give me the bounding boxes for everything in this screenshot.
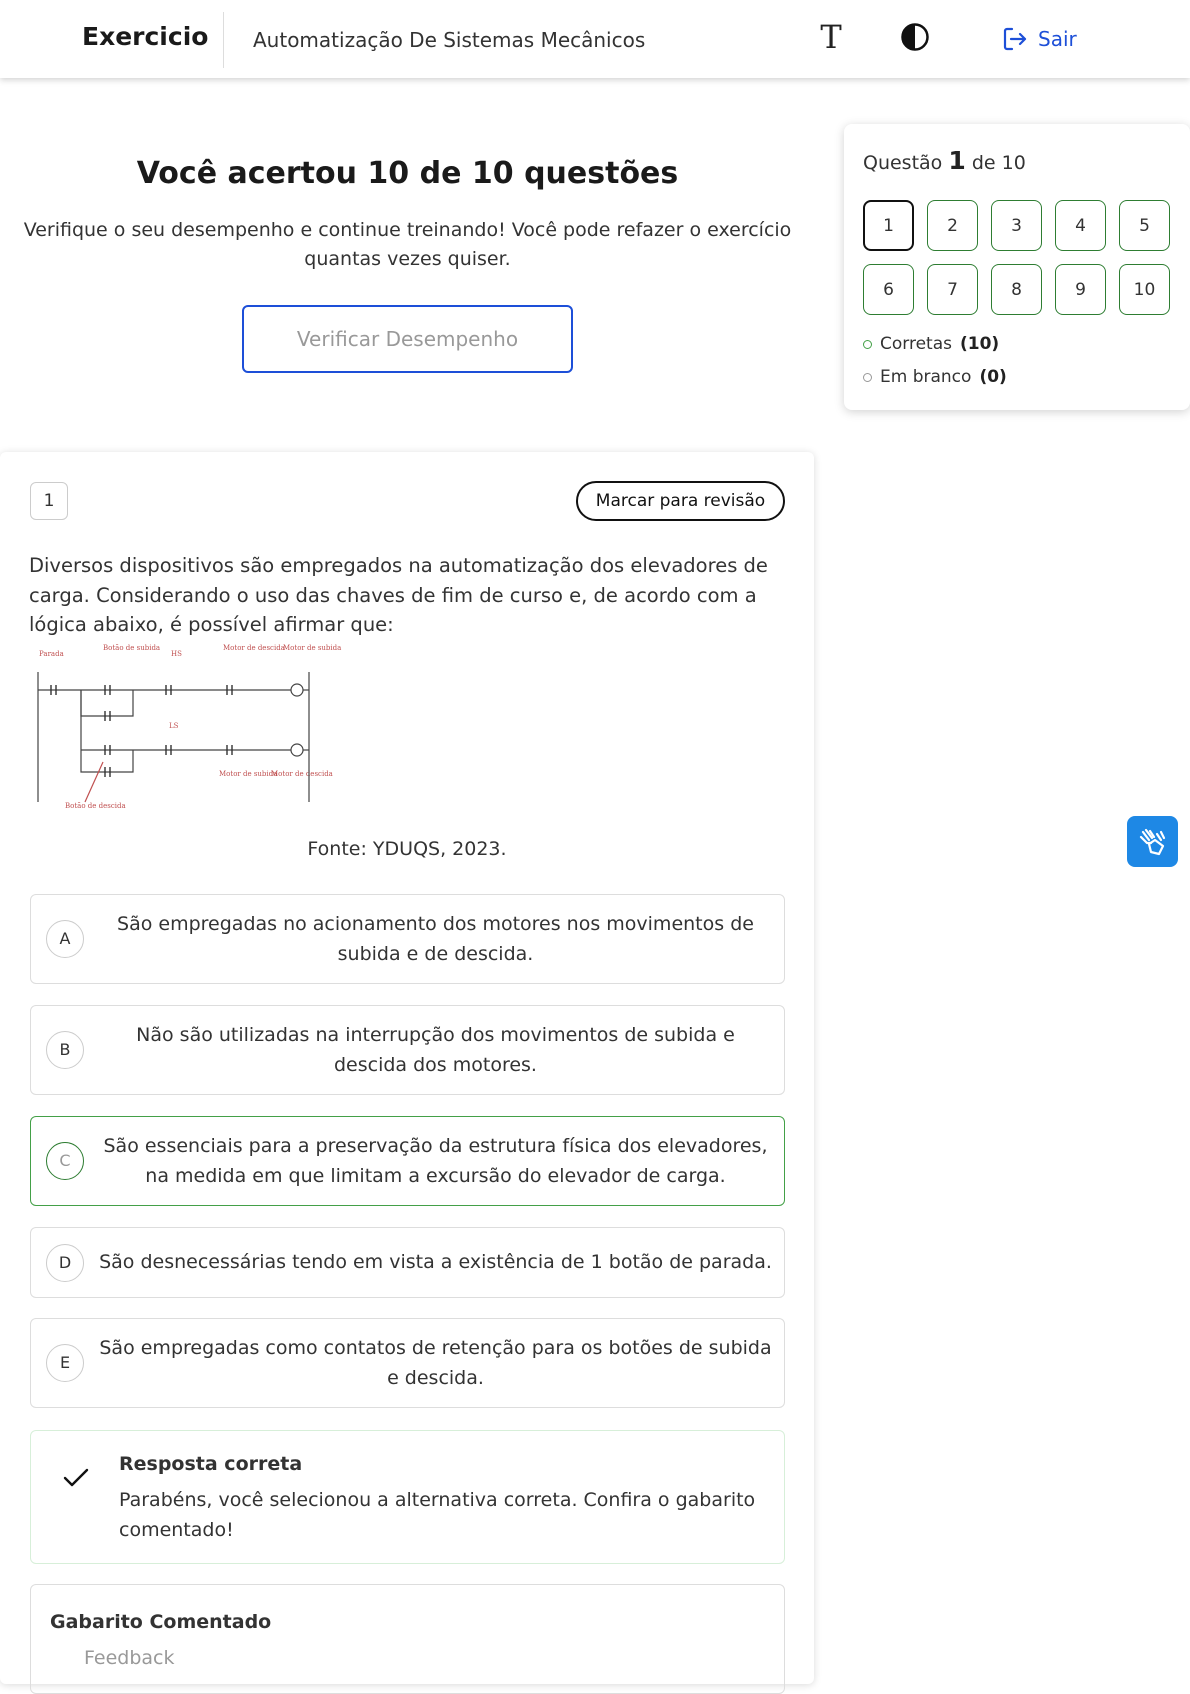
- legend-blank-label: Em branco: [880, 367, 972, 387]
- alternative-text: São essenciais para a preservação da estrutura física dos elevadores, na medida em que limitam a excursão do elevador de carga.: [103, 1135, 768, 1187]
- feedback-title: Resposta correta: [119, 1453, 303, 1475]
- alternative-a[interactable]: [30, 894, 785, 984]
- header-divider: [223, 12, 224, 68]
- legend-blank-count: (0): [979, 367, 1007, 387]
- diagram-label-parada: Parada: [39, 650, 64, 658]
- question-button-8[interactable]: 8: [991, 264, 1042, 315]
- diagram-label-motor-subida-top: Motor de subida: [283, 644, 342, 652]
- question-button-3[interactable]: 3: [991, 200, 1042, 251]
- question-button-7[interactable]: 7: [927, 264, 978, 315]
- answer-feedback: [30, 1430, 785, 1564]
- question-text: Diversos dispositivos são empregados na automatização dos elevadores de carga. Considerando o uso das chaves de fim de curso e, de acordo com a lógica abaixo, é possível afirmar que:: [29, 554, 768, 636]
- result-title: Você acertou 10 de 10 questões: [136, 156, 679, 191]
- diagram-label-hs: HS: [171, 650, 182, 658]
- course-title: Automatização De Sistemas Mecânicos: [253, 28, 646, 52]
- question-navigator: [844, 124, 1190, 410]
- contrast-icon[interactable]: [900, 22, 930, 52]
- top-header: [0, 0, 1190, 78]
- commented-answer: [30, 1584, 785, 1694]
- question-button-1[interactable]: 1: [863, 200, 914, 251]
- legend-correct: [863, 334, 999, 354]
- alternative-letter: A: [46, 920, 84, 958]
- diagram-label-botao-subida: Botão de subida: [103, 644, 161, 652]
- verify-performance-button[interactable]: Verificar Desempenho: [242, 305, 573, 373]
- legend-correct-label: Corretas: [880, 334, 952, 354]
- navigator-heading: [863, 146, 1026, 175]
- ladder-diagram: [33, 642, 342, 832]
- font-size-icon[interactable]: T: [820, 18, 842, 56]
- question-number: 1: [30, 482, 68, 520]
- alternative-text: São empregadas como contatos de retenção para os botões de subida e descida.: [99, 1337, 772, 1389]
- question-button-5[interactable]: 5: [1119, 200, 1170, 251]
- logout-icon: [1002, 26, 1028, 52]
- diagram-label-motor-subida-bottom: Motor de subida: [219, 770, 278, 778]
- alternative-letter: C: [46, 1142, 84, 1180]
- result-subtitle: Verifique o seu desempenho e continue treinando! Você pode refazer o exercício quantas vezes quiser.: [23, 219, 792, 270]
- commented-answer-feedback: Feedback: [84, 1647, 175, 1669]
- question-button-6[interactable]: 6: [863, 264, 914, 315]
- alternative-e[interactable]: [30, 1318, 785, 1408]
- diagram-label-motor-descida-top: Motor de descida: [223, 644, 285, 652]
- alternative-text: São empregadas no acionamento dos motores nos movimentos de subida e de descida.: [117, 913, 754, 965]
- exit-button[interactable]: [1002, 24, 1077, 54]
- alternative-c[interactable]: [30, 1116, 785, 1206]
- alternative-d[interactable]: [30, 1227, 785, 1298]
- alternative-letter: D: [46, 1244, 84, 1282]
- diagram-label-botao-descida: Botão de descida: [65, 802, 126, 810]
- diagram-label-ls: LS: [169, 722, 179, 730]
- sign-language-hands-icon: [1137, 826, 1169, 858]
- alternative-letter: B: [46, 1031, 84, 1069]
- alternative-text: Não são utilizadas na interrupção dos movimentos de subida e descida dos motores.: [136, 1024, 735, 1076]
- mark-for-review-button[interactable]: Marcar para revisão: [576, 481, 785, 521]
- question-card: [0, 452, 814, 1684]
- commented-answer-title: Gabarito Comentado: [50, 1611, 272, 1633]
- navigator-suffix: de 10: [971, 152, 1026, 174]
- question-button-2[interactable]: 2: [927, 200, 978, 251]
- diagram-label-motor-descida-bottom: Motor de descida: [271, 770, 333, 778]
- app-title: Exercicio: [82, 22, 209, 51]
- blank-dot-icon: [863, 373, 872, 382]
- sign-language-button[interactable]: [1127, 816, 1178, 867]
- navigator-prefix: Questão: [863, 152, 943, 174]
- correct-dot-icon: [863, 340, 872, 349]
- alternative-b[interactable]: [30, 1005, 785, 1095]
- alternative-letter: E: [46, 1344, 84, 1382]
- exit-label: Sair: [1038, 27, 1077, 51]
- question-button-9[interactable]: 9: [1055, 264, 1106, 315]
- feedback-text: Parabéns, você selecionou a alternativa correta. Confira o gabarito comentado!: [119, 1489, 756, 1541]
- legend-correct-count: (10): [959, 334, 1000, 354]
- navigator-current: 1: [948, 146, 966, 175]
- check-icon: [63, 1467, 89, 1489]
- image-source: Fonte: YDUQS, 2023.: [307, 838, 507, 860]
- question-button-10[interactable]: 10: [1119, 264, 1170, 315]
- legend-blank: [863, 367, 1007, 387]
- question-button-4[interactable]: 4: [1055, 200, 1106, 251]
- alternative-text: São desnecessárias tendo em vista a existência de 1 botão de parada.: [99, 1251, 772, 1273]
